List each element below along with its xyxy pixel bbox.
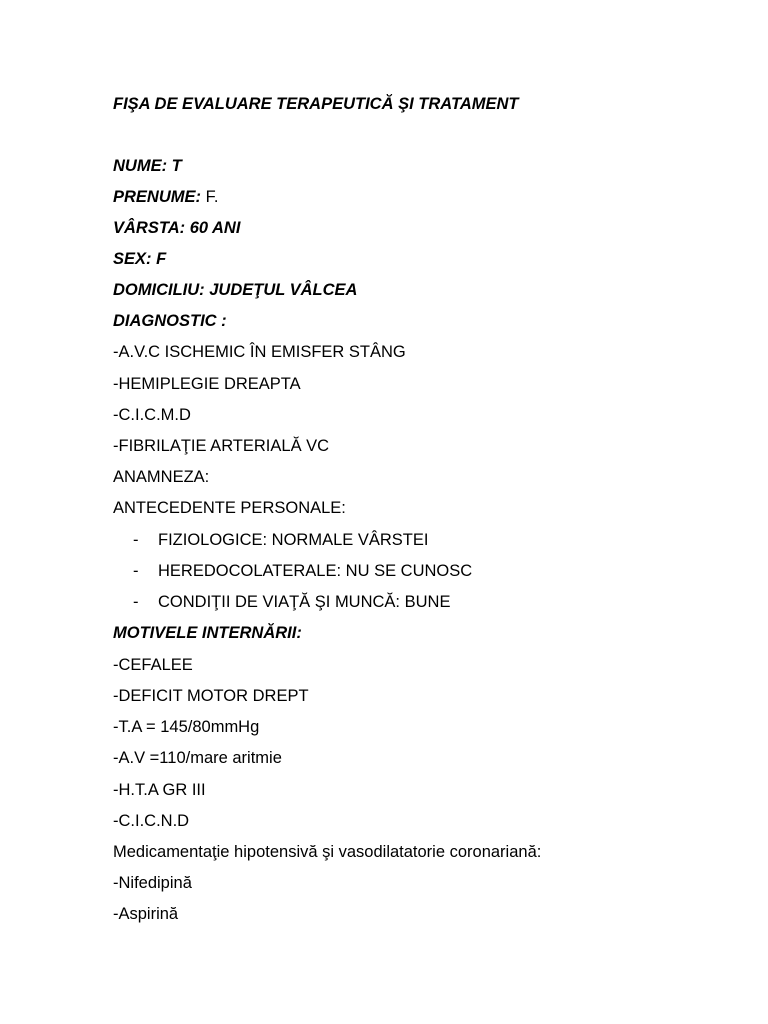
- prenume-label: PRENUME:: [113, 188, 202, 206]
- diagnostic-heading: DIAGNOSTIC :: [113, 312, 227, 330]
- diagnostic-item: -A.V.C ISCHEMIC ÎN EMISFER STÂNG: [113, 343, 406, 361]
- motive-item: -DEFICIT MOTOR DREPT: [113, 687, 309, 705]
- motive-heading: MOTIVELE INTERNĂRII:: [113, 624, 302, 642]
- prenume-value: F.: [201, 188, 219, 206]
- document-title: FIŞA DE EVALUARE TERAPEUTICĂ ŞI TRATAMENT: [113, 95, 519, 113]
- diagnostic-item: -FIBRILAŢIE ARTERIALĂ VC: [113, 437, 330, 455]
- antecedente-item: FIZIOLOGICE: NORMALE VÂRSTEI: [158, 531, 429, 549]
- field-prenume: [113, 187, 218, 207]
- anamneza-heading: ANAMNEZA:: [113, 468, 210, 486]
- motive-item: -C.I.C.N.D: [113, 812, 190, 830]
- medicamentatie-heading: Medicamentaţie hipotensivă şi vasodilatatorie coronariană:: [113, 843, 542, 861]
- motive-item: -CEFALEE: [113, 656, 193, 674]
- field-varsta: VÂRSTA: 60 ANI: [113, 219, 241, 237]
- motive-item: -T.A = 145/80mmHg: [113, 718, 260, 736]
- motive-item: -A.V =110/mare aritmie: [113, 749, 282, 767]
- field-domiciliu: DOMICILIU: JUDEŢUL VÂLCEA: [113, 281, 358, 299]
- bullet-dash: -: [133, 593, 139, 611]
- diagnostic-item: -HEMIPLEGIE DREAPTA: [113, 375, 301, 393]
- medicament-item: -Aspirină: [113, 905, 179, 923]
- bullet-dash: -: [133, 531, 139, 549]
- antecedente-item: HEREDOCOLATERALE: NU SE CUNOSC: [158, 562, 473, 580]
- medicament-item: -Nifedipină: [113, 874, 192, 892]
- field-nume: NUME: T: [113, 157, 182, 175]
- antecedente-heading: ANTECEDENTE PERSONALE:: [113, 499, 346, 517]
- field-sex: SEX: F: [113, 250, 167, 268]
- motive-item: -H.T.A GR III: [113, 781, 206, 799]
- bullet-dash: -: [133, 562, 139, 580]
- diagnostic-item: -C.I.C.M.D: [113, 406, 191, 424]
- antecedente-item: CONDIŢII DE VIAŢĂ ŞI MUNCĂ: BUNE: [158, 593, 451, 611]
